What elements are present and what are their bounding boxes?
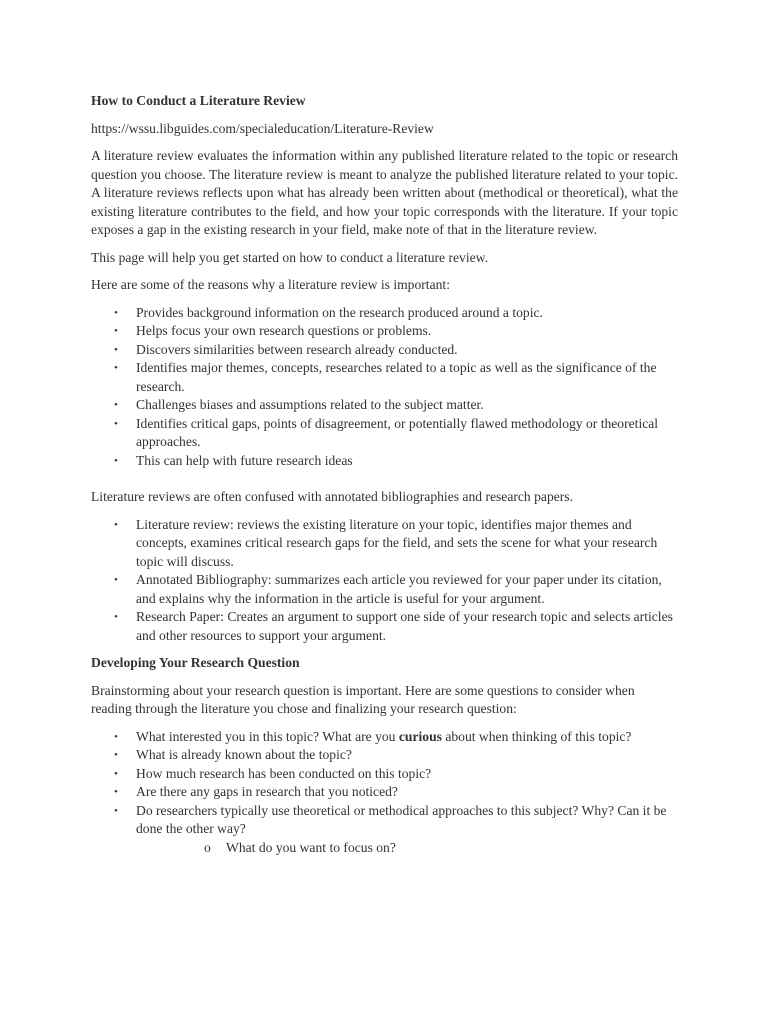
section-heading: Developing Your Research Question [91,655,300,670]
list-item: • What is already known about the topic? [91,746,678,765]
bullet-icon: • [114,749,118,761]
bullet-icon: • [114,399,118,411]
sub-list-item: o What do you want to focus on? [136,839,678,858]
confused-intro: Literature reviews are often confused with annotated bibliographies and research papers. [91,489,574,504]
document-page [91,92,678,866]
source-url: https://wssu.libguides.com/specialeducation/Literature-Review [91,120,434,136]
sub-list [136,839,678,858]
bullet-icon: • [114,343,118,356]
list-item: • What interested you in this topic? What are you curious about when thinking of this topic? [91,728,678,747]
intro-paragraph: A literature review evaluates the information within any published literature related to the topic or research question you choose. The literature review is meant to analyze the published literature related to your topic. A literature reviews reflects upon what has already been written about (methodical or theoretical), what the existing literature contributes to the field, and how your topic corresponds with the literature. If your topic exposes a gap in the existing research in your field, make note of that in the literature review. [91,148,678,237]
emphasis-text: curious [398,728,442,744]
page-title: How to Conduct a Literature Review [91,93,306,108]
questions-list [91,728,678,858]
bullet-icon: • [114,518,118,531]
list-item: • Identifies major themes, concepts, researches related to a topic as well as the significance of the research. [114,360,657,394]
list-item: • Annotated Bibliography: summarizes each article you reviewed for your paper under its citation, and explains why the information in the article is useful for your argument. [114,572,662,606]
bullet-icon: • [114,417,118,430]
circle-bullet-icon: o [204,839,211,855]
bullet-icon: • [114,325,118,337]
bullet-icon: • [114,574,118,586]
list-item: • Do researchers typically use theoretical or methodical approaches to this subject? Why? Can it be done the other way? o What do you want to focus on? [91,802,678,858]
list-item: • Provides background information on the research produced around a topic. [91,304,678,323]
reasons-list [91,304,678,471]
list-item: • This can help with future research ideas [91,452,678,471]
bullet-icon: • [114,786,118,798]
bullet-icon: • [114,362,118,374]
reasons-intro: Here are some of the reasons why a literature review is important: [91,277,450,292]
list-item: • Discovers similarities between research already conducted. [91,341,678,360]
list-item: • Challenges biases and assumptions related to the subject matter. [91,396,678,415]
types-list [91,516,678,646]
bullet-icon: • [114,767,118,780]
list-item: • Research Paper: Creates an argument to support one side of your research topic and selects articles and other resources to support your argument. [114,609,673,643]
bullet-icon: • [114,306,118,319]
help-line: This page will help you get started on how to conduct a literature review. [91,249,488,265]
bullet-icon: • [114,730,118,743]
section-intro: Brainstorming about your research question is important. Here are some questions to consider when reading through the literature you chose and finalizing your research question: [91,682,635,716]
bullet-icon: • [114,804,118,817]
bullet-icon: • [114,454,118,467]
list-item: • Are there any gaps in research that you noticed? [91,783,678,802]
list-item: • Literature review: reviews the existing literature on your topic, identifies major themes and concepts, examines critical research gaps for the field, and sets the scene for what your research topic will discuss. [114,516,658,569]
bullet-icon: • [114,611,118,623]
list-item: • Helps focus your own research questions or problems. [91,322,678,341]
list-item: • Identifies critical gaps, points of disagreement, or potentially flawed methodology or theoretical approaches. [114,415,659,449]
list-item: • How much research has been conducted on this topic? [91,765,678,784]
